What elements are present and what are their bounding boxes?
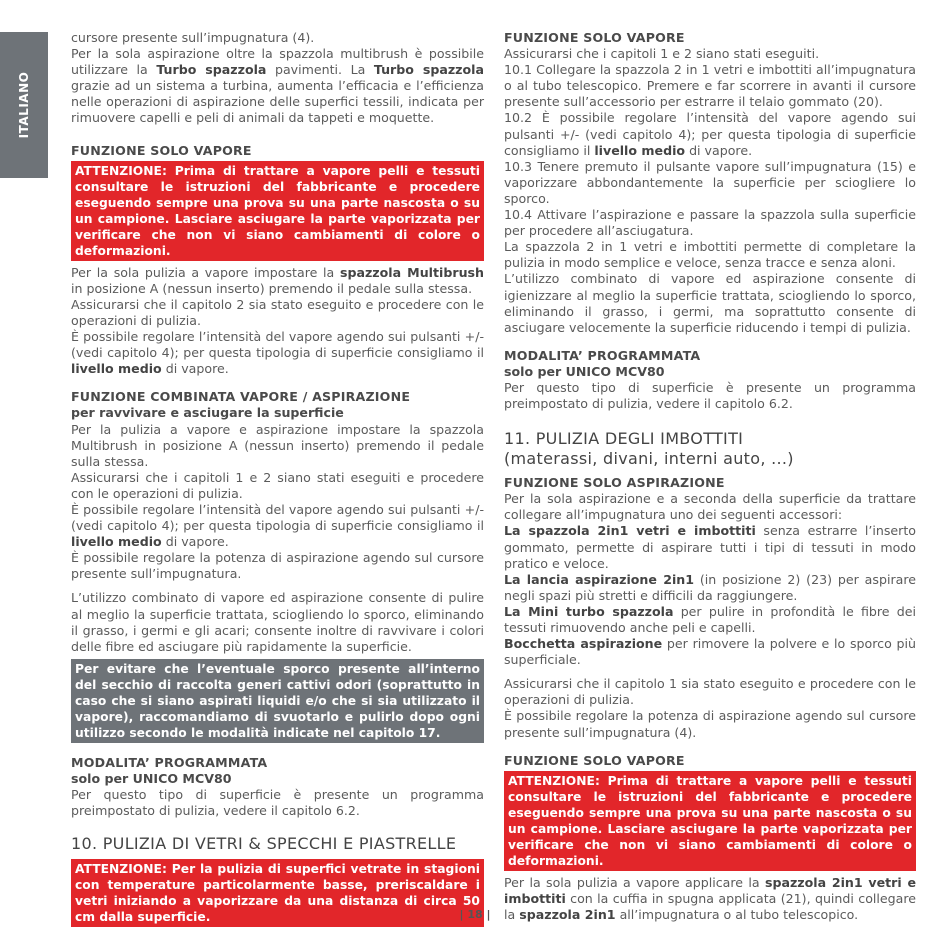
paragraph: L’utilizzo combinato di vapore ed aspirazione consente di igienizzare al meglio la superficie trattata, sciogliendo lo sporco, eliminando il grasso, i germi, ma soprattutto consente di asciugare velocemente la superficie riducendo i tempi di pulizia. bbox=[504, 271, 916, 335]
section-subheading: solo per UNICO MCV80 bbox=[504, 363, 665, 379]
paragraph: Per questo tipo di superficie è presente un programma preimpostato di pulizia, vedere il capitolo 6.2. bbox=[71, 787, 484, 819]
paragraph: È possibile regolare la potenza di aspirazione agendo sul cursore presente sull’impugnatura (4). bbox=[504, 708, 916, 740]
section-subheading: solo per UNICO MCV80 bbox=[71, 770, 232, 786]
section-heading: FUNZIONE SOLO VAPORE bbox=[504, 752, 685, 768]
section-heading: MODALITA’ PROGRAMMATA bbox=[504, 347, 701, 363]
paragraph: È possibile regolare l’intensità del vapore agendo sui pulsanti +/- (vedi capitolo 4); per questa tipologia di superficie consigliamo il livello medio di vapore. bbox=[71, 329, 484, 377]
section-heading: FUNZIONE SOLO VAPORE bbox=[71, 142, 252, 158]
paragraph: Per questo tipo di superficie è presente un programma preimpostato di pulizia, vedere il capitolo 6.2. bbox=[504, 379, 916, 412]
paragraph: Assicurarsi che i capitoli 1 e 2 siano stati eseguiti. bbox=[504, 46, 820, 62]
paragraph: cursore presente sull’impugnatura (4). bbox=[71, 30, 315, 45]
paragraph: È possibile regolare l’intensità del vapore agendo sui pulsanti +/- (vedi capitolo 4); per questa tipologia di superficie consigliamo il livello medio di vapore. bbox=[71, 501, 484, 550]
paragraph: La spazzola 2 in 1 vetri e imbottiti permette di completare la pulizia in modo semplice e veloce, senza tracce e senza aloni. bbox=[504, 239, 916, 271]
warning-box: ATTENZIONE: Prima di trattare a vapore pelli e tessuti consultare le istruzioni del fabbricante e procedere eseguendo sempre una prova su una parte nascosta o su un campione. Lasciare asciugare la parte vaporizzata per verificare che non vi siano cambiamenti di colore o deformazioni. bbox=[71, 161, 484, 261]
paragraph: 10.4 Attivare l’aspirazione e passare la spazzola sulla superficie per procedere all’asciugatura. bbox=[504, 207, 916, 239]
paragraph: Per la sola pulizia a vapore applicare la spazzola 2in1 vetri e imbottiti con la cuffia in spugna applicata (21), quindi collegare la spazzola 2in1 all’impugnatura o al tubo telescopico. bbox=[504, 874, 917, 922]
section-subheading: per ravvivare e asciugare la superficie bbox=[71, 405, 344, 421]
paragraph: Assicurarsi che il capitolo 1 sia stato eseguito e procedere con le operazioni di pulizia. bbox=[504, 676, 916, 708]
paragraph: Per la sola aspirazione e a seconda della superficie da trattare collegare all’impugnatura uno dei seguenti accessori: bbox=[504, 491, 916, 523]
paragraph: La Mini turbo spazzola per pulire in profondità le fibre dei tessuti rimuovendo anche peli e capelli. bbox=[504, 603, 916, 635]
language-tab bbox=[0, 32, 48, 178]
section-heading: FUNZIONE SOLO VAPORE bbox=[504, 30, 685, 45]
info-box: Per evitare che l’eventuale sporco presente all’interno del secchio di raccolta generi cattivi odori (soprattutto in caso che si siano aspirati liquidi e/o che si sia utilizzato il vapore), raccomandiamo di svuotarlo e pulirlo dopo ogni utilizzo secondo le modalità indicate nel capitolo 17. bbox=[71, 659, 484, 743]
paragraph: 10.2 È possibile regolare l’intensità del vapore agendo sui pulsanti +/- (vedi capitolo 4); per questa tipologia di superficie consigliamo il livello medio di vapore. bbox=[504, 110, 916, 158]
paragraph: L’utilizzo combinato di vapore ed aspirazione consente di pulire al meglio la superficie trattata, sciogliendo lo sporco, eliminando il grasso, i germi e gli acari; consente inoltre di ravvivare i colori delle fibre ed asciugare più rapidamente la superficie. bbox=[71, 590, 484, 654]
left-column bbox=[71, 30, 484, 931]
warning-box: ATTENZIONE: Prima di trattare a vapore pelli e tessuti consultare le istruzioni del fabbricante e procedere eseguendo sempre una prova su una parte nascosta o su un campione. Lasciare asciugare la parte vaporizzata per verificare che non vi siano cambiamenti di colore o deformazioni. bbox=[504, 771, 916, 871]
chapter-heading: 11. PULIZIA DEGLI IMBOTTITI bbox=[504, 429, 744, 449]
paragraph: 10.1 Collegare la spazzola 2 in 1 vetri e imbottiti all’impugnatura o al tubo telescopico. Premere e far scorrere in avanti il cursore presente sull’accessorio per estrarre il telaio gommato (20). bbox=[504, 62, 916, 110]
section-heading: FUNZIONE COMBINATA VAPORE / ASPIRAZIONE bbox=[71, 389, 411, 405]
paragraph: Assicurarsi che il capitolo 2 sia stato eseguito e procedere con le operazioni di pulizia. bbox=[71, 296, 484, 328]
page-number: | 18 | bbox=[459, 908, 491, 921]
paragraph: La lancia aspirazione 2in1 (in posizione 2) (23) per aspirare negli spazi più stretti e difficili da raggiungere. bbox=[504, 571, 916, 603]
right-column bbox=[504, 30, 916, 923]
paragraph: La spazzola 2in1 vetri e imbottiti senza estrarre l’inserto gommato, permette di aspirare tutti i tipi di tessuti in modo pratico e veloce. bbox=[504, 523, 916, 571]
section-heading: MODALITA’ PROGRAMMATA bbox=[71, 754, 268, 770]
paragraph: Bocchetta aspirazione per rimovere la polvere e lo sporco più superficiale. bbox=[504, 636, 916, 668]
paragraph: 10.3 Tenere premuto il pulsante vapore sull’impugnatura (15) e vaporizzare abbondantemente la superficie per sciogliere lo sporco. bbox=[504, 158, 916, 206]
paragraph: Per la sola aspirazione oltre la spazzola multibrush è possibile utilizzare la Turbo spazzola pavimenti. La Turbo spazzola grazie ad un sistema a turbina, aumenta l’efficacia e l’efficienza nelle operazioni di aspirazione delle superfici tessili, indicata per rimuovere capelli e peli di animali da tappeti e moquette. bbox=[71, 46, 484, 126]
paragraph: Per la sola pulizia a vapore impostare la spazzola Multibrush in posizione A (nessun inserto) premendo il pedale sulla stessa. bbox=[71, 264, 484, 296]
section-heading: FUNZIONE SOLO ASPIRAZIONE bbox=[504, 475, 725, 491]
language-label: ITALIANO bbox=[17, 71, 31, 139]
paragraph: Per la pulizia a vapore e aspirazione impostare la spazzola Multibrush in posizione A (nessun inserto) premendo il pedale sulla stessa. bbox=[71, 421, 484, 469]
paragraph: Assicurarsi che i capitoli 1 e 2 siano stati eseguiti e procedere con le operazioni di pulizia. bbox=[71, 469, 484, 501]
chapter-heading: 10. PULIZIA DI VETRI & SPECCHI E PIASTRELLE bbox=[71, 834, 457, 854]
warning-box: ATTENZIONE: Per la pulizia di superfici vetrate in stagioni con temperature particolarmente basse, preriscaldare i vetri iniziando a vaporizzare da una distanza di circa 50 cm dalla superficie. bbox=[71, 859, 484, 927]
chapter-subheading: (materassi, divani, interni auto, ...) bbox=[504, 449, 794, 469]
paragraph: È possibile regolare la potenza di aspirazione agendo sul cursore presente sull’impugnatura. bbox=[71, 550, 484, 582]
